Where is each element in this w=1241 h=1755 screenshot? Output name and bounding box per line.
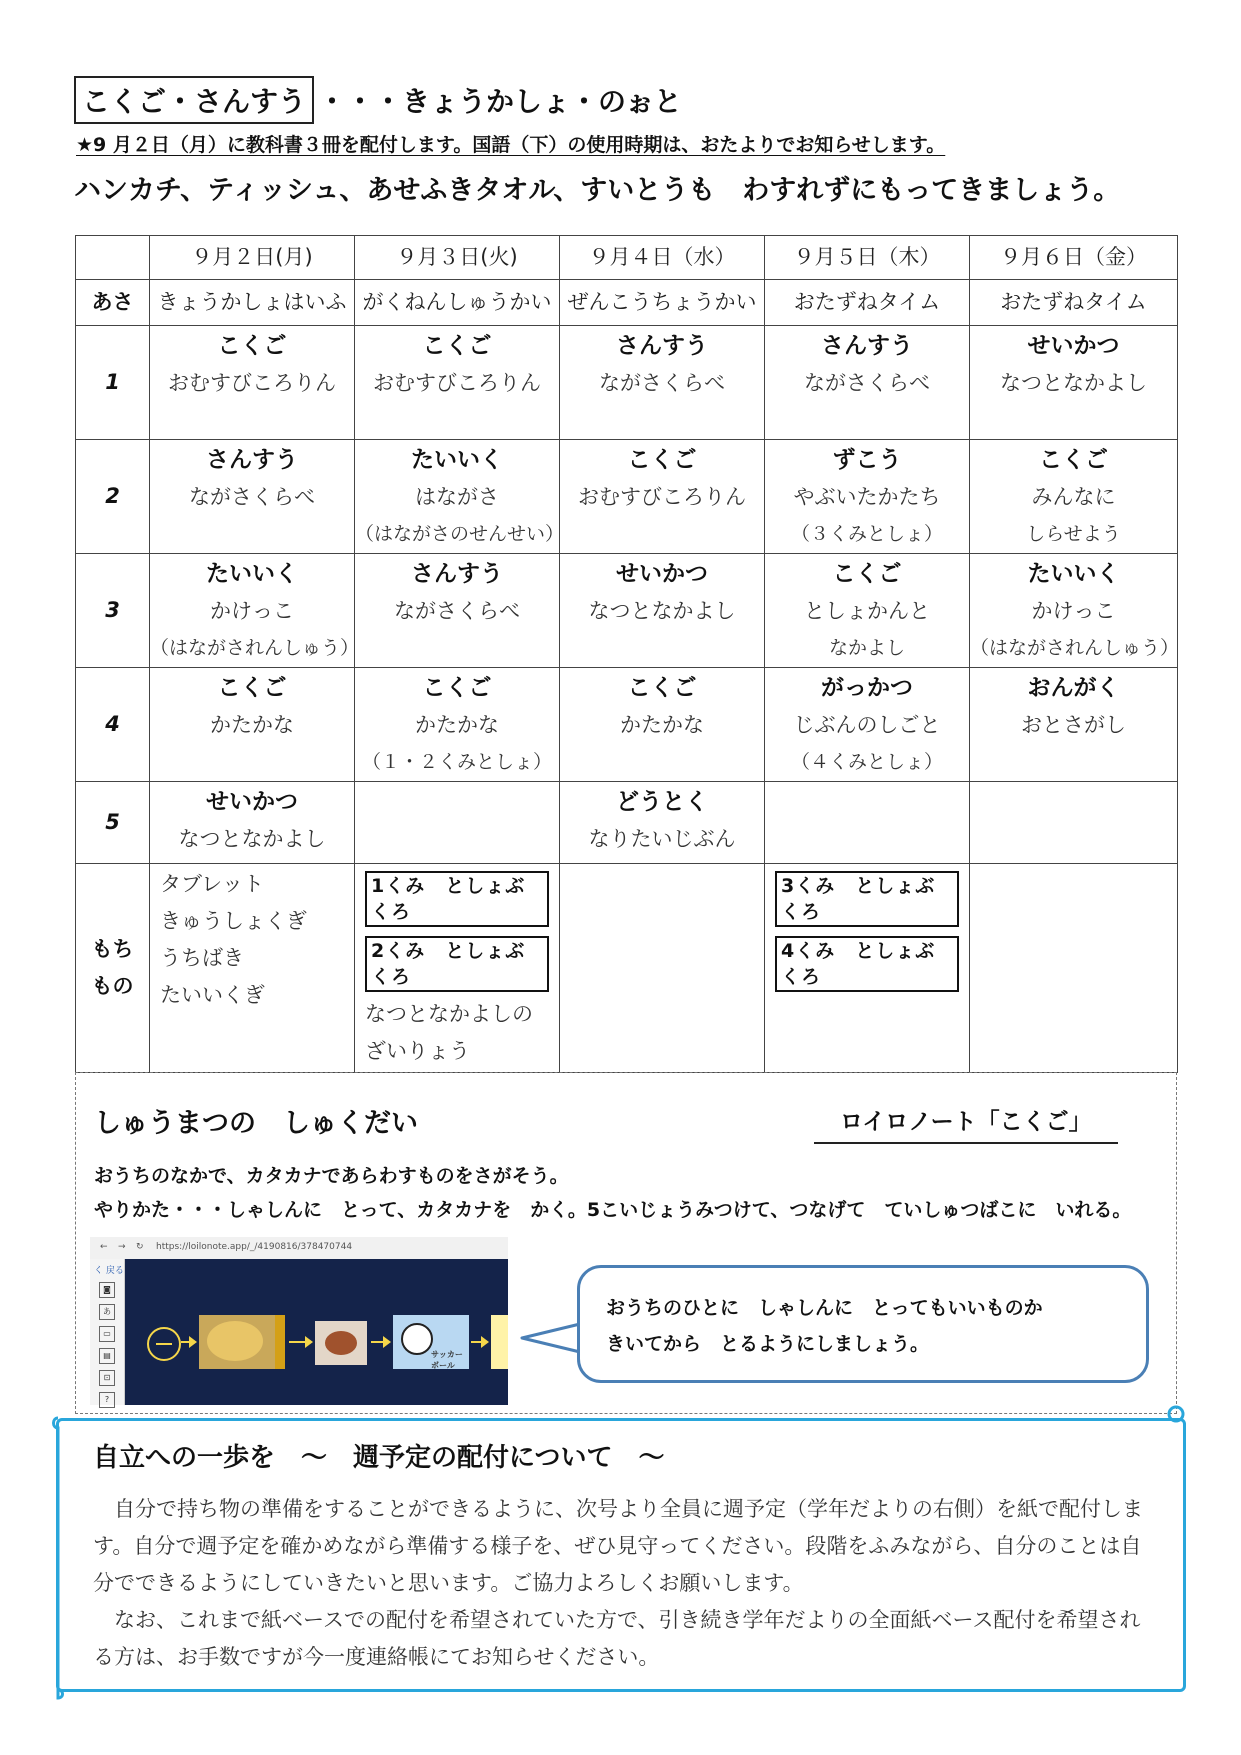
morning-activity: きょうかしょはいふ bbox=[150, 280, 355, 326]
library-bag-badge: 4くみ としょぶくろ bbox=[775, 936, 959, 992]
app-sidebar bbox=[90, 1259, 125, 1405]
lesson-note: （４くみとしょ） bbox=[790, 751, 943, 773]
subject-name: ずこう bbox=[832, 447, 902, 473]
schedule-cell bbox=[560, 554, 765, 668]
morning-activity: おたずねタイム bbox=[765, 280, 970, 326]
lesson-topic: なつとなかよし bbox=[178, 827, 326, 851]
reminder-text: ハンカチ、ティッシュ、あせふきタオル、すいとうも わすれずにもってきましょう。 bbox=[74, 175, 1121, 206]
subject-name: こくご bbox=[217, 333, 287, 359]
lesson-topic: かけっこ bbox=[1031, 599, 1116, 623]
schedule-cell bbox=[355, 440, 565, 554]
app-screenshot bbox=[90, 1237, 508, 1405]
schedule-cell bbox=[355, 326, 560, 440]
schedule-cell bbox=[765, 668, 970, 782]
homework-method: やりかた・・・しゃしんに とって、カタカナを かく。5こいじょうみつけて、つなげて ていしゅつばこに いれる。 bbox=[94, 1199, 1132, 1221]
subject-name: たいいく bbox=[411, 447, 503, 473]
quiz-icon: ? bbox=[99, 1392, 115, 1408]
title-rest: ・・・きょうかしょ・のぉと bbox=[318, 85, 682, 118]
arrow-icon bbox=[471, 1341, 487, 1343]
morning-activity: ぜんこうちょうかい bbox=[560, 280, 765, 326]
photo-card-curry bbox=[315, 1321, 367, 1365]
bubble-line: おうちのひとに しゃしんに とってもいいものか bbox=[606, 1297, 1043, 1319]
lesson-topic: ながさくらべ bbox=[189, 485, 315, 509]
lesson-topic: なつとなかよし bbox=[588, 599, 736, 623]
lesson-note: （はながさのせんせい） bbox=[355, 523, 565, 545]
subject-name: さんすう bbox=[206, 447, 298, 473]
subject-name: せいかつ bbox=[206, 789, 298, 815]
period-number: 4 bbox=[76, 668, 150, 782]
schedule-cell bbox=[150, 326, 355, 440]
schedule-cell bbox=[355, 554, 560, 668]
camera-icon: ◙ bbox=[99, 1282, 115, 1298]
library-bag-badge: 1くみ としょぶくろ bbox=[365, 871, 549, 927]
mochimono-item: たいいくぎ bbox=[160, 983, 265, 1007]
lesson-topic: おとさがし bbox=[1021, 713, 1126, 737]
lesson-topic: かけっこ bbox=[210, 599, 294, 623]
mochimono-fri bbox=[970, 864, 1178, 1073]
lesson-topic: おむすびころりん bbox=[168, 371, 336, 395]
scroll-curl-left-icon bbox=[50, 1414, 66, 1704]
schedule-cell bbox=[150, 782, 355, 864]
mochimono-item: ざいりょう bbox=[365, 1039, 470, 1063]
lesson-note: なかよし bbox=[828, 637, 905, 659]
lesson-topic: かたかな bbox=[415, 713, 499, 737]
period-row bbox=[76, 668, 1178, 782]
subject-name: せいかつ bbox=[616, 561, 708, 587]
reload-icon: ↻ bbox=[136, 1242, 144, 1252]
lesson-note: （はながされんしゅう） bbox=[970, 637, 1180, 659]
photo-card-soup bbox=[199, 1315, 275, 1369]
schedule-cell bbox=[150, 554, 360, 668]
bubble-tail bbox=[520, 1318, 582, 1358]
day-header: ９月３日(火) bbox=[355, 236, 560, 280]
morning-activity: おたずねタイム bbox=[970, 280, 1178, 326]
schedule-cell bbox=[765, 554, 970, 668]
scroll-curl-right-icon bbox=[1166, 1404, 1186, 1424]
mochimono-label-2: もの bbox=[91, 974, 134, 998]
lesson-note: しらせよう bbox=[1026, 523, 1121, 545]
back-arrow-icon: ← bbox=[100, 1242, 108, 1252]
morning-label: あさ bbox=[76, 280, 150, 326]
arrow-icon bbox=[181, 1341, 195, 1343]
card-canvas bbox=[125, 1259, 508, 1405]
period-number: 3 bbox=[76, 554, 150, 668]
lesson-topic: はながさ bbox=[415, 485, 499, 509]
subject-name: どうとく bbox=[616, 789, 708, 815]
library-bag-badge: 2くみ としょぶくろ bbox=[365, 936, 549, 992]
subject-name: こくご bbox=[217, 675, 287, 701]
header bbox=[74, 76, 682, 124]
subject-name: がっかつ bbox=[821, 675, 913, 701]
schedule-cell bbox=[150, 668, 355, 782]
mochimono-item: うちばき bbox=[160, 946, 244, 970]
library-bag-badge: 3くみ としょぶくろ bbox=[775, 871, 959, 927]
subject-name: さんすう bbox=[411, 561, 503, 587]
lesson-note: （３くみとしょ） bbox=[790, 523, 943, 545]
lesson-topic: なりたいじぶん bbox=[588, 827, 736, 851]
next-card bbox=[491, 1315, 508, 1369]
schedule-cell bbox=[355, 782, 560, 864]
schedule-cell bbox=[560, 440, 765, 554]
notice-paragraph: 自分で持ち物の準備をすることができるように、次号より全員に週予定（学年だよりの右側）を紙で配付します。自分で週予定を確かめながら準備する様子を、ぜひ見守ってください。段階をふみながら、自分のことは自分でできるようにしていきたいと思います。ご協力よろしくお願いします。 bbox=[93, 1497, 1143, 1595]
day-header: ９月６日（金） bbox=[970, 236, 1178, 280]
notice-body bbox=[93, 1491, 1153, 1676]
arrow-icon bbox=[371, 1341, 389, 1343]
period-row bbox=[76, 440, 1178, 554]
subject-name: せいかつ bbox=[1027, 333, 1120, 359]
subject-name: こくご bbox=[422, 333, 492, 359]
subject-name: こくご bbox=[1039, 447, 1108, 473]
textbook-notice: ★9 月２日（月）に教科書３冊を配付します。国語（下）の使用時期は、おたよりでお知らせします。 bbox=[76, 134, 946, 156]
morning-row bbox=[76, 280, 1178, 326]
schedule-cell bbox=[560, 782, 765, 864]
notice-box bbox=[56, 1418, 1186, 1692]
mochimono-thu bbox=[765, 864, 970, 1073]
homework-instruction: おうちのなかで、カタカナであらわすものをさがそう。 bbox=[94, 1165, 569, 1187]
mochimono-tue bbox=[355, 864, 560, 1073]
lesson-note: （はながされんしゅう） bbox=[150, 637, 360, 659]
bubble-text bbox=[606, 1290, 1043, 1362]
lesson-topic: ながさくらべ bbox=[394, 599, 520, 623]
lesson-topic: ながさくらべ bbox=[804, 371, 930, 395]
lesson-topic: かたかな bbox=[620, 713, 704, 737]
lesson-topic: おむすびころりん bbox=[578, 485, 746, 509]
back-link: く 戻る bbox=[94, 1266, 124, 1276]
mochimono-label-1: もち bbox=[91, 937, 134, 961]
subject-name: たいいく bbox=[1027, 561, 1120, 587]
subject-name: こくご bbox=[832, 561, 902, 587]
period-number: 1 bbox=[76, 326, 150, 440]
arrow-icon bbox=[289, 1341, 311, 1343]
forward-arrow-icon: → bbox=[118, 1242, 126, 1252]
homework-app-label: ロイロノート「こくご」 bbox=[814, 1103, 1118, 1144]
period-row bbox=[76, 326, 1178, 440]
subject-name: こくご bbox=[422, 675, 492, 701]
subject-name: こくご bbox=[627, 447, 697, 473]
schedule-cell bbox=[970, 782, 1178, 864]
morning-activity: がくねんしゅうかい bbox=[355, 280, 560, 326]
schedule-cell bbox=[355, 668, 560, 782]
lesson-topic: やぶいたかたち bbox=[793, 485, 941, 509]
period-row bbox=[76, 782, 1178, 864]
lesson-topic: みんなに bbox=[1031, 485, 1116, 509]
screenshot-icon: ⊡ bbox=[99, 1370, 115, 1386]
subject-name: こくご bbox=[627, 675, 697, 701]
period-number: 2 bbox=[76, 440, 150, 554]
schedule-cell bbox=[765, 326, 970, 440]
homework-title: しゅうまつの しゅくだい bbox=[94, 1108, 418, 1139]
photo-card-soccer bbox=[393, 1315, 469, 1369]
mochimono-row bbox=[76, 864, 1178, 1073]
notice-paragraph: なお、これまで紙ベースでの配付を希望されていた方で、引き続き学年だよりの全面紙ベース配付を希望される方は、お手数ですが今一度連絡帳にてお知らせください。 bbox=[93, 1608, 1141, 1669]
lesson-topic: ながさくらべ bbox=[599, 371, 725, 395]
day-header: ９月２日(月) bbox=[150, 236, 355, 280]
schedule-cell bbox=[765, 440, 970, 554]
url-text: https://loilonote.app/_/4190816/378470744 bbox=[156, 1242, 353, 1252]
bubble-line: きいてから とるようにしましょう。 bbox=[606, 1333, 930, 1355]
mochimono-wed bbox=[560, 864, 765, 1073]
card-label: サッカーボール bbox=[431, 1350, 463, 1370]
mochimono-label bbox=[76, 864, 150, 1073]
day-header: ９月４日（水） bbox=[560, 236, 765, 280]
period-row bbox=[76, 554, 1178, 668]
schedule-cell bbox=[970, 554, 1178, 668]
subject-name: おんがく bbox=[1027, 675, 1120, 701]
corner-cell bbox=[76, 236, 150, 280]
day-header-row bbox=[76, 236, 1178, 280]
mochimono-item: なつとなかよしの bbox=[365, 1002, 533, 1026]
schedule-cell bbox=[765, 782, 970, 864]
photo-card-edge bbox=[275, 1315, 285, 1369]
lesson-topic: としょかんと bbox=[804, 599, 930, 623]
schedule-cell bbox=[970, 668, 1178, 782]
web-icon: ▭ bbox=[99, 1326, 115, 1342]
schedule-cell bbox=[560, 668, 765, 782]
subject-name: たいいく bbox=[206, 561, 298, 587]
mochimono-mon bbox=[150, 864, 355, 1073]
boxed-title: こくご・さんすう bbox=[74, 76, 314, 124]
subject-name: さんすう bbox=[616, 333, 708, 359]
file-icon: ▤ bbox=[99, 1348, 115, 1364]
schedule-cell bbox=[560, 326, 765, 440]
lesson-topic: なつとなかよし bbox=[1000, 371, 1147, 395]
weekly-schedule-table bbox=[75, 235, 1178, 1073]
subject-name: さんすう bbox=[821, 333, 913, 359]
period-number: 5 bbox=[76, 782, 150, 864]
lesson-topic: じぶんのしごと bbox=[793, 713, 941, 737]
lesson-topic: おむすびころりん bbox=[373, 371, 541, 395]
mochimono-item: きゅうしょくぎ bbox=[160, 909, 307, 933]
minus-circle-icon bbox=[147, 1327, 181, 1361]
browser-bar bbox=[90, 1237, 508, 1259]
schedule-cell bbox=[150, 440, 355, 554]
mochimono-item: タブレット bbox=[160, 872, 264, 896]
schedule-cell bbox=[970, 440, 1178, 554]
lesson-topic: かたかな bbox=[210, 713, 294, 737]
lesson-note: （１・２くみとしょ） bbox=[361, 751, 552, 773]
text-icon: あ bbox=[99, 1304, 115, 1320]
schedule-cell bbox=[970, 326, 1178, 440]
notice-title: 自立への一歩を ～ 週予定の配付について ～ bbox=[93, 1443, 665, 1473]
day-header: ９月５日（木） bbox=[765, 236, 970, 280]
speech-bubble bbox=[577, 1265, 1149, 1383]
